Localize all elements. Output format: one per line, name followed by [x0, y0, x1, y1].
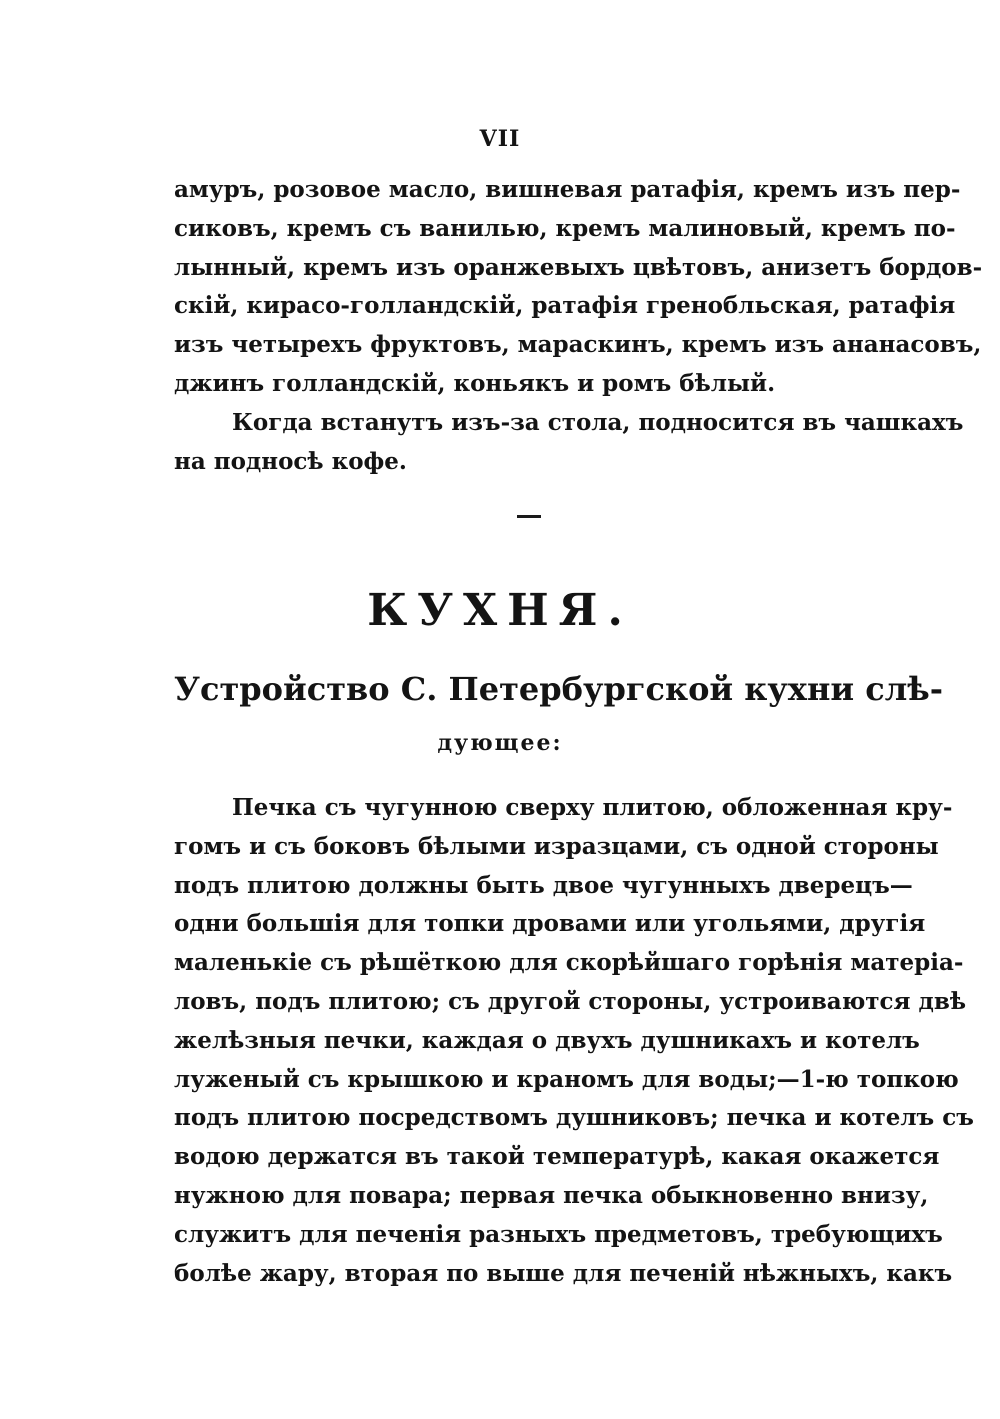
- text-line: болѣе жару, вторая по выше для печеній нѣжныхъ, какъ: [174, 1259, 953, 1287]
- text-line: подъ плитою посредствомъ душниковъ; печка и котелъ съ: [174, 1104, 974, 1132]
- text-line: желѣзныя печки, каждая о двухъ душникахъ и котелъ: [174, 1026, 920, 1054]
- paragraph-drinks-list: [174, 171, 983, 404]
- text-line: служитъ для печенія разныхъ предметовъ, требующихъ: [174, 1220, 943, 1248]
- section-subtitle-line-1: Устройство С. Петербургской кухни слѣ-: [174, 670, 944, 708]
- text-line: лынный, кремъ изъ оранжевыхъ цвѣтовъ, анизетъ бордов-: [174, 253, 983, 281]
- text-line: нужною для повара; первая печка обыкновенно внизу,: [174, 1181, 929, 1209]
- paragraph-coffee: [174, 404, 964, 482]
- text-line: Печка съ чугунною сверху плитою, обложенная кру-: [232, 794, 953, 821]
- text-line: ловъ, подъ плитою; съ другой стороны, устроиваются двѣ: [174, 987, 967, 1015]
- text-line: луженый съ крышкою и краномъ для воды;—1-ю топкою: [174, 1065, 959, 1093]
- text-line: маленькіе съ рѣшёткою для скорѣйшаго горѣнія матеріа-: [174, 949, 964, 977]
- page-number: VII: [479, 126, 521, 152]
- text-line: одни большія для топки дровами или угольями, другія: [174, 910, 926, 938]
- text-line: Когда встанутъ изъ-за стола, подносится въ чашкахъ: [232, 409, 964, 436]
- text-line: амуръ, розовое масло, вишневая ратафія, кремъ изъ пер-: [174, 176, 961, 203]
- text-line: водою держатся въ такой температурѣ, какая окажется: [174, 1143, 940, 1171]
- text-line: сиковъ, кремъ съ ванилью, кремъ малиновый, кремъ по-: [174, 214, 956, 242]
- text-line: скій, кирасо-голландскій, ратафія гренобльская, ратафія: [174, 292, 956, 320]
- section-title: КУХНЯ.: [367, 585, 633, 636]
- text-line: изъ четырехъ фруктовъ, мараскинъ, кремъ изъ ананасовъ,: [174, 331, 982, 359]
- section-subtitle-line-2: дующее:: [437, 730, 563, 756]
- paragraph-kitchen-stove: [174, 789, 974, 1293]
- section-separator: [517, 515, 541, 518]
- text-line: подъ плитою должны быть двое чугунныхъ дверецъ—: [174, 871, 913, 899]
- text-line: гомъ и съ боковъ бѣлыми изразцами, съ одной стороны: [174, 832, 939, 860]
- text-line: джинъ голландскій, коньякъ и ромъ бѣлый.: [174, 369, 776, 397]
- text-line: на подносѣ кофе.: [174, 447, 407, 475]
